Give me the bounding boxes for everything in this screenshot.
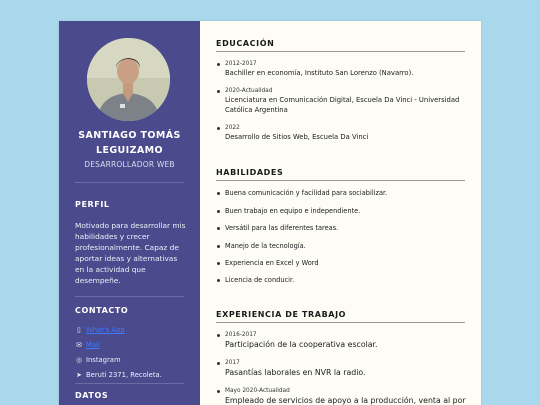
skill-item: Versátil para las diferentes tareas.	[216, 224, 465, 233]
job-date: Mayo 2020-Actualidad	[225, 388, 290, 394]
mail-link[interactable]: Mail	[86, 341, 100, 349]
divider	[75, 182, 184, 183]
education-title: Licenciatura en Comunicación Digital, Escuela Da Vinci - Universidad Católica Argentina	[225, 96, 460, 114]
job-item	[216, 331, 465, 350]
skill-item: Manejo de la tecnología.	[216, 242, 465, 251]
contact-location	[75, 371, 162, 379]
skill-item: Buen trabajo en equipo e independiente.	[216, 207, 465, 216]
contact-mail[interactable]	[75, 341, 100, 349]
whatsapp-icon: ▯	[77, 326, 81, 334]
mail-icon: ✉	[76, 341, 82, 349]
job-item	[216, 387, 465, 405]
skills-heading: HABILIDADES	[216, 168, 465, 181]
education-title: Bachiller en economía, Instituto San Lorenzo (Navarro).	[225, 69, 414, 77]
contacto-heading: CONTACTO	[75, 306, 129, 315]
job-item	[216, 359, 465, 378]
main-content	[200, 21, 481, 405]
job-date: 2017	[225, 360, 240, 366]
perfil-heading: PERFIL	[75, 200, 110, 209]
contact-instagram[interactable]	[75, 356, 121, 364]
education-item	[216, 87, 465, 115]
education-heading: EDUCACIÓN	[216, 39, 465, 52]
profile-name: SANTIAGO TOMÁS LEGUIZAMO	[78, 130, 181, 156]
cv-page	[59, 21, 481, 405]
divider	[75, 383, 184, 384]
job-title: Participación de la cooperativa escolar.	[225, 340, 378, 349]
skill-item: Experiencia en Excel y Word	[216, 259, 465, 268]
education-item	[216, 60, 465, 78]
location-label: Beruti 2371, Recoleta.	[86, 371, 162, 379]
whatsapp-link[interactable]: What's App	[86, 326, 125, 334]
sidebar	[59, 21, 200, 405]
experience-heading: EXPERIENCIA DE TRABAJO	[216, 310, 465, 323]
job-title: Pasantías laborales en NVR la radio.	[225, 368, 366, 377]
education-title: Desarrollo de Sitios Web, Escuela Da Vinci	[225, 133, 369, 141]
perfil-text: Motivado para desarrollar mis habilidades y crecer profesionalmente. Capaz de aportar ideas y alternativas en la actividad que desempeñe.	[75, 221, 186, 285]
profile-photo	[87, 38, 170, 121]
job-title: Empleado de servicios de apoyo a la producción, venta al por	[225, 396, 466, 405]
skill-item: Licencia de conducir.	[216, 276, 465, 285]
profile-photo-image	[87, 38, 170, 121]
location-icon: ➤	[76, 371, 82, 379]
instagram-icon: ◎	[76, 356, 82, 364]
instagram-label[interactable]: Instagram	[86, 356, 121, 364]
divider	[75, 296, 184, 297]
datos-heading: DATOS	[75, 391, 109, 400]
job-date: 2016-2017	[225, 332, 257, 338]
education-date: 2022	[225, 125, 240, 131]
skill-item: Buena comunicación y facilidad para sociabilizar.	[216, 189, 465, 198]
contact-whatsapp[interactable]	[75, 326, 125, 334]
profile-role: DESARROLLADOR WEB	[84, 160, 175, 169]
education-date: 2012-2017	[225, 61, 257, 67]
education-item	[216, 124, 465, 142]
education-date: 2020-Actualidad	[225, 88, 273, 94]
